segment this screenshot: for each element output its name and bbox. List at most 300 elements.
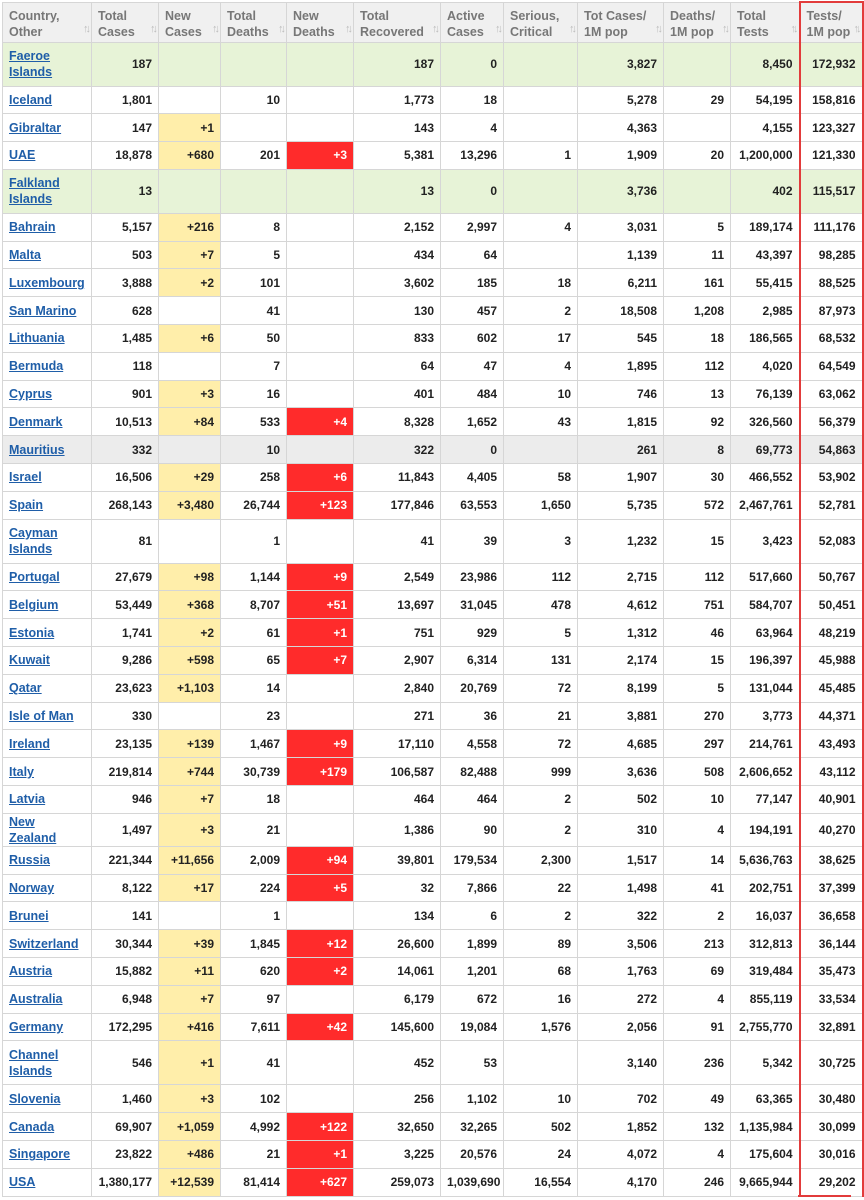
tot-cases-per-1m-cell: 8,199 (578, 674, 664, 702)
deaths-per-1m-cell (664, 114, 731, 142)
total-recovered-cell: 5,381 (354, 142, 441, 170)
total-recovered-cell: 13,697 (354, 591, 441, 619)
total-deaths-cell: 2,009 (221, 846, 287, 874)
table-row (3, 1013, 863, 1041)
deaths-per-1m-cell: 297 (664, 730, 731, 758)
country-link[interactable]: Iceland (9, 92, 53, 107)
header-active-cases[interactable] (441, 2, 504, 42)
deaths-per-1m-cell: 132 (664, 1113, 731, 1141)
new-deaths-cell: +1 (287, 1141, 354, 1169)
serious-critical-cell: 112 (504, 563, 578, 591)
country-cell (3, 1168, 92, 1196)
tests-per-1m-cell: 87,973 (800, 297, 863, 325)
serious-critical-cell (504, 114, 578, 142)
sort-arrows-icon[interactable]: ↑↓ (432, 22, 437, 35)
country-link[interactable]: Gibraltar (9, 120, 62, 135)
header-total-deaths[interactable] (221, 2, 287, 42)
total-cases-cell: 18,878 (92, 142, 159, 170)
country-link[interactable]: Spain (9, 498, 44, 513)
country-cell (3, 86, 92, 114)
total-deaths-cell: 1 (221, 519, 287, 563)
total-deaths-cell: 258 (221, 464, 287, 492)
new-deaths-cell: +7 (287, 647, 354, 675)
new-deaths-cell: +12 (287, 930, 354, 958)
total-cases-cell: 23,135 (92, 730, 159, 758)
country-cell (3, 730, 92, 758)
country-link[interactable]: Israel (9, 470, 42, 485)
country-link[interactable]: Portugal (9, 570, 60, 585)
deaths-per-1m-cell: 112 (664, 563, 731, 591)
total-cases-cell: 268,143 (92, 491, 159, 519)
tot-cases-per-1m-cell: 1,517 (578, 846, 664, 874)
country-link[interactable]: Malta (9, 248, 41, 263)
country-link[interactable]: Switzerland (9, 936, 79, 951)
tot-cases-per-1m-cell: 2,174 (578, 647, 664, 675)
new-deaths-cell (287, 213, 354, 241)
deaths-per-1m-cell: 236 (664, 1041, 731, 1085)
total-tests-cell: 4,020 (731, 352, 800, 380)
serious-critical-cell: 68 (504, 958, 578, 986)
tests-per-1m-cell: 40,901 (800, 786, 863, 814)
country-cell (3, 786, 92, 814)
tot-cases-per-1m-cell: 1,232 (578, 519, 664, 563)
country-link[interactable]: Mauritius (9, 442, 65, 457)
serious-critical-cell: 5 (504, 619, 578, 647)
sort-arrows-icon[interactable]: ↑↓ (790, 22, 796, 35)
total-cases-cell: 546 (92, 1041, 159, 1085)
new-cases-cell: +1 (159, 114, 221, 142)
active-cases-cell: 929 (441, 619, 504, 647)
total-tests-cell: 196,397 (731, 647, 800, 675)
header-label-line2: 1M pop (670, 24, 714, 39)
new-deaths-cell: +2 (287, 958, 354, 986)
total-cases-cell: 147 (92, 114, 159, 142)
tot-cases-per-1m-cell: 5,735 (578, 491, 664, 519)
country-link[interactable]: Ireland (9, 736, 50, 751)
sort-arrows-icon[interactable]: ↑↓ (569, 22, 574, 35)
table-row (3, 758, 863, 786)
country-link[interactable]: Kuwait (9, 653, 50, 668)
table-body (3, 42, 863, 1196)
total-cases-cell: 1,460 (92, 1085, 159, 1113)
total-deaths-cell: 101 (221, 269, 287, 297)
deaths-per-1m-cell: 2 (664, 902, 731, 930)
active-cases-cell: 36 (441, 702, 504, 730)
total-recovered-cell: 13 (354, 169, 441, 213)
total-recovered-cell: 143 (354, 114, 441, 142)
active-cases-cell: 6,314 (441, 647, 504, 675)
country-cell (3, 985, 92, 1013)
country-cell (3, 352, 92, 380)
tests-per-1m-cell: 45,988 (800, 647, 863, 675)
deaths-per-1m-cell: 41 (664, 874, 731, 902)
country-link[interactable]: New Zealand (9, 814, 57, 845)
country-link[interactable]: Italy (9, 764, 35, 779)
active-cases-cell: 31,045 (441, 591, 504, 619)
total-cases-cell: 10,513 (92, 408, 159, 436)
active-cases-cell: 13,296 (441, 142, 504, 170)
total-cases-cell: 172,295 (92, 1013, 159, 1041)
total-deaths-cell: 1,144 (221, 563, 287, 591)
table-row (3, 1113, 863, 1141)
active-cases-cell: 1,899 (441, 930, 504, 958)
new-cases-cell (159, 436, 221, 464)
tests-per-1m-cell: 30,725 (800, 1041, 863, 1085)
header-label-line1: Active (447, 8, 485, 23)
total-tests-cell: 5,636,763 (731, 846, 800, 874)
sort-arrows-icon[interactable]: ↑↓ (83, 22, 88, 35)
country-cell (3, 491, 92, 519)
new-cases-cell: +11 (159, 958, 221, 986)
tot-cases-per-1m-cell: 3,881 (578, 702, 664, 730)
total-deaths-cell: 41 (221, 1041, 287, 1085)
total-tests-cell: 517,660 (731, 563, 800, 591)
total-cases-cell: 23,623 (92, 674, 159, 702)
tests-per-1m-cell: 40,270 (800, 813, 863, 846)
total-tests-cell: 855,119 (731, 985, 800, 1013)
country-link[interactable]: Austria (9, 964, 53, 979)
new-cases-cell (159, 519, 221, 563)
country-link[interactable]: Cayman Islands (9, 526, 58, 557)
sort-arrows-icon[interactable]: ↑↓ (278, 22, 283, 35)
new-cases-cell: +486 (159, 1141, 221, 1169)
header-label-line1: Total (737, 8, 766, 23)
new-deaths-cell: +4 (287, 408, 354, 436)
tot-cases-per-1m-cell: 3,827 (578, 42, 664, 86)
total-deaths-cell: 201 (221, 142, 287, 170)
total-recovered-cell: 32 (354, 874, 441, 902)
active-cases-cell: 1,039,690 (441, 1168, 504, 1196)
tests-per-1m-cell: 37,399 (800, 874, 863, 902)
tests-per-1m-cell: 35,473 (800, 958, 863, 986)
total-deaths-cell: 30,739 (221, 758, 287, 786)
total-tests-cell: 189,174 (731, 213, 800, 241)
active-cases-cell: 0 (441, 436, 504, 464)
country-link[interactable]: Latvia (9, 792, 46, 807)
total-cases-cell: 69,907 (92, 1113, 159, 1141)
country-link[interactable]: Belgium (9, 597, 59, 612)
new-cases-cell: +11,656 (159, 846, 221, 874)
country-link[interactable]: Canada (9, 1119, 55, 1134)
total-tests-cell: 3,423 (731, 519, 800, 563)
total-deaths-cell: 1,845 (221, 930, 287, 958)
tests-per-1m-cell: 115,517 (800, 169, 863, 213)
total-recovered-cell: 1,773 (354, 86, 441, 114)
country-link[interactable]: Bermuda (9, 359, 64, 374)
table-row (3, 730, 863, 758)
country-link[interactable]: Estonia (9, 625, 55, 640)
deaths-per-1m-cell: 5 (664, 674, 731, 702)
tot-cases-per-1m-cell: 322 (578, 902, 664, 930)
country-link[interactable]: Germany (9, 1020, 64, 1034)
header-tot-cases-per-1m[interactable] (578, 2, 664, 42)
country-link[interactable]: UAE (9, 148, 36, 163)
new-cases-cell: +1 (159, 1041, 221, 1085)
new-deaths-cell (287, 380, 354, 408)
sort-arrows-icon[interactable]: ↑↓ (655, 22, 660, 35)
deaths-per-1m-cell (664, 169, 731, 213)
new-cases-cell: +17 (159, 874, 221, 902)
total-recovered-cell: 322 (354, 436, 441, 464)
total-recovered-cell: 1,386 (354, 813, 441, 846)
new-deaths-cell (287, 519, 354, 563)
table-row (3, 42, 863, 86)
total-recovered-cell: 2,152 (354, 213, 441, 241)
serious-critical-cell: 16,554 (504, 1168, 578, 1196)
country-link[interactable]: Norway (9, 881, 55, 896)
total-deaths-cell: 102 (221, 1085, 287, 1113)
table-row (3, 1168, 863, 1196)
total-deaths-cell: 21 (221, 813, 287, 846)
total-deaths-cell: 26,744 (221, 491, 287, 519)
active-cases-cell: 19,084 (441, 1013, 504, 1041)
total-deaths-cell: 61 (221, 619, 287, 647)
total-tests-cell: 2,467,761 (731, 491, 800, 519)
tot-cases-per-1m-cell: 702 (578, 1085, 664, 1113)
active-cases-cell: 6 (441, 902, 504, 930)
new-deaths-cell: +122 (287, 1113, 354, 1141)
serious-critical-cell: 4 (504, 352, 578, 380)
tot-cases-per-1m-cell: 545 (578, 325, 664, 353)
tests-per-1m-cell: 36,658 (800, 902, 863, 930)
new-deaths-cell (287, 786, 354, 814)
header-tests-per-1m[interactable] (800, 2, 863, 42)
country-cell (3, 42, 92, 86)
new-cases-cell: +416 (159, 1013, 221, 1041)
deaths-per-1m-cell: 4 (664, 985, 731, 1013)
total-recovered-cell: 833 (354, 325, 441, 353)
country-cell (3, 114, 92, 142)
tests-per-1m-cell: 48,219 (800, 619, 863, 647)
total-deaths-cell: 97 (221, 985, 287, 1013)
new-cases-cell: +3 (159, 380, 221, 408)
tot-cases-per-1m-cell: 3,636 (578, 758, 664, 786)
country-link[interactable]: San Marino (9, 303, 77, 318)
header-label-line2: 1M pop (584, 24, 628, 39)
total-cases-cell: 187 (92, 42, 159, 86)
total-deaths-cell: 21 (221, 1141, 287, 1169)
serious-critical-cell: 3 (504, 519, 578, 563)
total-deaths-cell: 8,707 (221, 591, 287, 619)
tot-cases-per-1m-cell: 1,895 (578, 352, 664, 380)
tot-cases-per-1m-cell: 1,763 (578, 958, 664, 986)
header-label-line1: Total (227, 8, 256, 23)
total-tests-cell: 175,604 (731, 1141, 800, 1169)
deaths-per-1m-cell: 112 (664, 352, 731, 380)
serious-critical-cell: 24 (504, 1141, 578, 1169)
sort-arrows-icon[interactable]: ↑↓ (345, 22, 350, 35)
country-link[interactable]: Singapore (9, 1147, 71, 1162)
serious-critical-cell: 502 (504, 1113, 578, 1141)
country-link[interactable]: Russia (9, 853, 50, 868)
active-cases-cell: 4,558 (441, 730, 504, 758)
total-recovered-cell: 134 (354, 902, 441, 930)
header-label-line2: 1M pop (806, 25, 851, 39)
tests-per-1m-cell: 158,816 (800, 86, 863, 114)
header-total-tests[interactable] (731, 2, 800, 42)
country-cell (3, 1085, 92, 1113)
country-cell (3, 813, 92, 846)
sort-arrows-icon[interactable]: ↑↓ (853, 22, 859, 35)
serious-critical-cell: 478 (504, 591, 578, 619)
table-row (3, 241, 863, 269)
total-tests-cell: 63,365 (731, 1085, 800, 1113)
active-cases-cell: 64 (441, 241, 504, 269)
country-link[interactable]: Luxembourg (9, 275, 85, 290)
total-tests-cell: 2,755,770 (731, 1013, 800, 1041)
active-cases-cell: 7,866 (441, 874, 504, 902)
country-link[interactable]: Falkland Islands (9, 176, 60, 207)
country-cell (3, 902, 92, 930)
active-cases-cell: 672 (441, 985, 504, 1013)
header-country[interactable] (3, 2, 92, 42)
new-deaths-cell (287, 169, 354, 213)
total-recovered-cell: 259,073 (354, 1168, 441, 1196)
new-cases-cell: +2 (159, 269, 221, 297)
active-cases-cell: 185 (441, 269, 504, 297)
table-row (3, 408, 863, 436)
header-total-cases[interactable] (92, 2, 159, 42)
total-recovered-cell: 187 (354, 42, 441, 86)
total-cases-cell: 27,679 (92, 563, 159, 591)
sort-arrows-icon[interactable]: ↑↓ (495, 22, 500, 35)
tests-per-1m-cell: 30,016 (800, 1141, 863, 1169)
country-cell (3, 1013, 92, 1041)
new-deaths-cell: +6 (287, 464, 354, 492)
new-cases-cell: +7 (159, 241, 221, 269)
serious-critical-cell: 72 (504, 674, 578, 702)
header-new-deaths[interactable] (287, 2, 354, 42)
header-total-recovered[interactable] (354, 2, 441, 42)
total-recovered-cell: 271 (354, 702, 441, 730)
sort-arrows-icon[interactable]: ↑↓ (212, 22, 217, 35)
total-recovered-cell: 130 (354, 297, 441, 325)
new-deaths-cell (287, 297, 354, 325)
total-recovered-cell: 26,600 (354, 930, 441, 958)
new-deaths-cell: +51 (287, 591, 354, 619)
country-link[interactable]: Bahrain (9, 220, 56, 235)
country-link[interactable]: Brunei (9, 908, 49, 923)
total-tests-cell: 5,342 (731, 1041, 800, 1085)
total-recovered-cell: 11,843 (354, 464, 441, 492)
country-link[interactable]: Slovenia (9, 1091, 61, 1106)
serious-critical-cell: 1 (504, 142, 578, 170)
country-link[interactable]: USA (9, 1175, 36, 1190)
active-cases-cell: 90 (441, 813, 504, 846)
tot-cases-per-1m-cell: 1,852 (578, 1113, 664, 1141)
country-link[interactable]: Faeroe Islands (9, 49, 53, 79)
deaths-per-1m-cell: 5 (664, 213, 731, 241)
total-tests-cell: 54,195 (731, 86, 800, 114)
tests-per-1m-cell: 68,532 (800, 325, 863, 353)
serious-critical-cell (504, 169, 578, 213)
total-recovered-cell: 2,840 (354, 674, 441, 702)
country-cell (3, 563, 92, 591)
active-cases-cell: 1,102 (441, 1085, 504, 1113)
country-cell (3, 958, 92, 986)
serious-critical-cell: 18 (504, 269, 578, 297)
total-deaths-cell: 7 (221, 352, 287, 380)
tot-cases-per-1m-cell: 5,278 (578, 86, 664, 114)
total-deaths-cell (221, 169, 287, 213)
country-link[interactable]: Isle of Man (9, 709, 74, 724)
deaths-per-1m-cell: 10 (664, 786, 731, 814)
total-tests-cell: 69,773 (731, 436, 800, 464)
tests-per-1m-cell: 29,202 (800, 1168, 863, 1196)
new-deaths-cell (287, 702, 354, 730)
total-deaths-cell: 7,611 (221, 1013, 287, 1041)
header-label-line2: Deaths (227, 24, 269, 39)
total-tests-cell: 319,484 (731, 958, 800, 986)
country-cell (3, 591, 92, 619)
tot-cases-per-1m-cell: 4,072 (578, 1141, 664, 1169)
total-cases-cell: 946 (92, 786, 159, 814)
total-tests-cell: 1,135,984 (731, 1113, 800, 1141)
table-row (3, 269, 863, 297)
new-deaths-cell (287, 86, 354, 114)
new-cases-cell: +7 (159, 786, 221, 814)
total-tests-cell: 584,707 (731, 591, 800, 619)
country-link[interactable]: Cyprus (9, 387, 53, 402)
country-cell (3, 702, 92, 730)
new-cases-cell: +598 (159, 647, 221, 675)
total-cases-cell: 1,801 (92, 86, 159, 114)
deaths-per-1m-cell: 8 (664, 436, 731, 464)
sort-arrows-icon[interactable]: ↑↓ (150, 22, 155, 35)
new-cases-cell: +3 (159, 813, 221, 846)
new-cases-cell (159, 902, 221, 930)
total-deaths-cell: 65 (221, 647, 287, 675)
total-deaths-cell: 5 (221, 241, 287, 269)
country-cell (3, 436, 92, 464)
country-link[interactable]: Lithuania (9, 331, 65, 346)
new-cases-cell: +7 (159, 985, 221, 1013)
new-deaths-cell: +9 (287, 730, 354, 758)
table-row (3, 619, 863, 647)
table-row (3, 846, 863, 874)
country-link[interactable]: Denmark (9, 414, 63, 429)
tot-cases-per-1m-cell: 3,736 (578, 169, 664, 213)
active-cases-cell: 47 (441, 352, 504, 380)
serious-critical-cell: 72 (504, 730, 578, 758)
table-row (3, 297, 863, 325)
header-label-line2: Deaths (293, 24, 335, 39)
table-row (3, 958, 863, 986)
new-cases-cell: +3,480 (159, 491, 221, 519)
header-new-cases[interactable] (159, 2, 221, 42)
total-cases-cell: 15,882 (92, 958, 159, 986)
country-link[interactable]: Channel Islands (9, 1047, 59, 1078)
table-row (3, 930, 863, 958)
serious-critical-cell: 17 (504, 325, 578, 353)
new-cases-cell (159, 352, 221, 380)
total-cases-cell: 1,380,177 (92, 1168, 159, 1196)
header-serious-critical[interactable] (504, 2, 578, 42)
table-row (3, 86, 863, 114)
serious-critical-cell: 58 (504, 464, 578, 492)
header-label-line1: Serious, (510, 8, 560, 23)
total-tests-cell: 63,964 (731, 619, 800, 647)
header-label-line2: Cases (98, 24, 135, 39)
country-cell (3, 297, 92, 325)
new-cases-cell (159, 86, 221, 114)
header-deaths-per-1m[interactable] (664, 2, 731, 42)
total-cases-cell: 9,286 (92, 647, 159, 675)
sort-arrows-icon[interactable]: ↑↓ (722, 22, 727, 35)
country-link[interactable]: Australia (9, 992, 63, 1007)
country-link[interactable]: Qatar (9, 681, 42, 696)
total-tests-cell: 76,139 (731, 380, 800, 408)
